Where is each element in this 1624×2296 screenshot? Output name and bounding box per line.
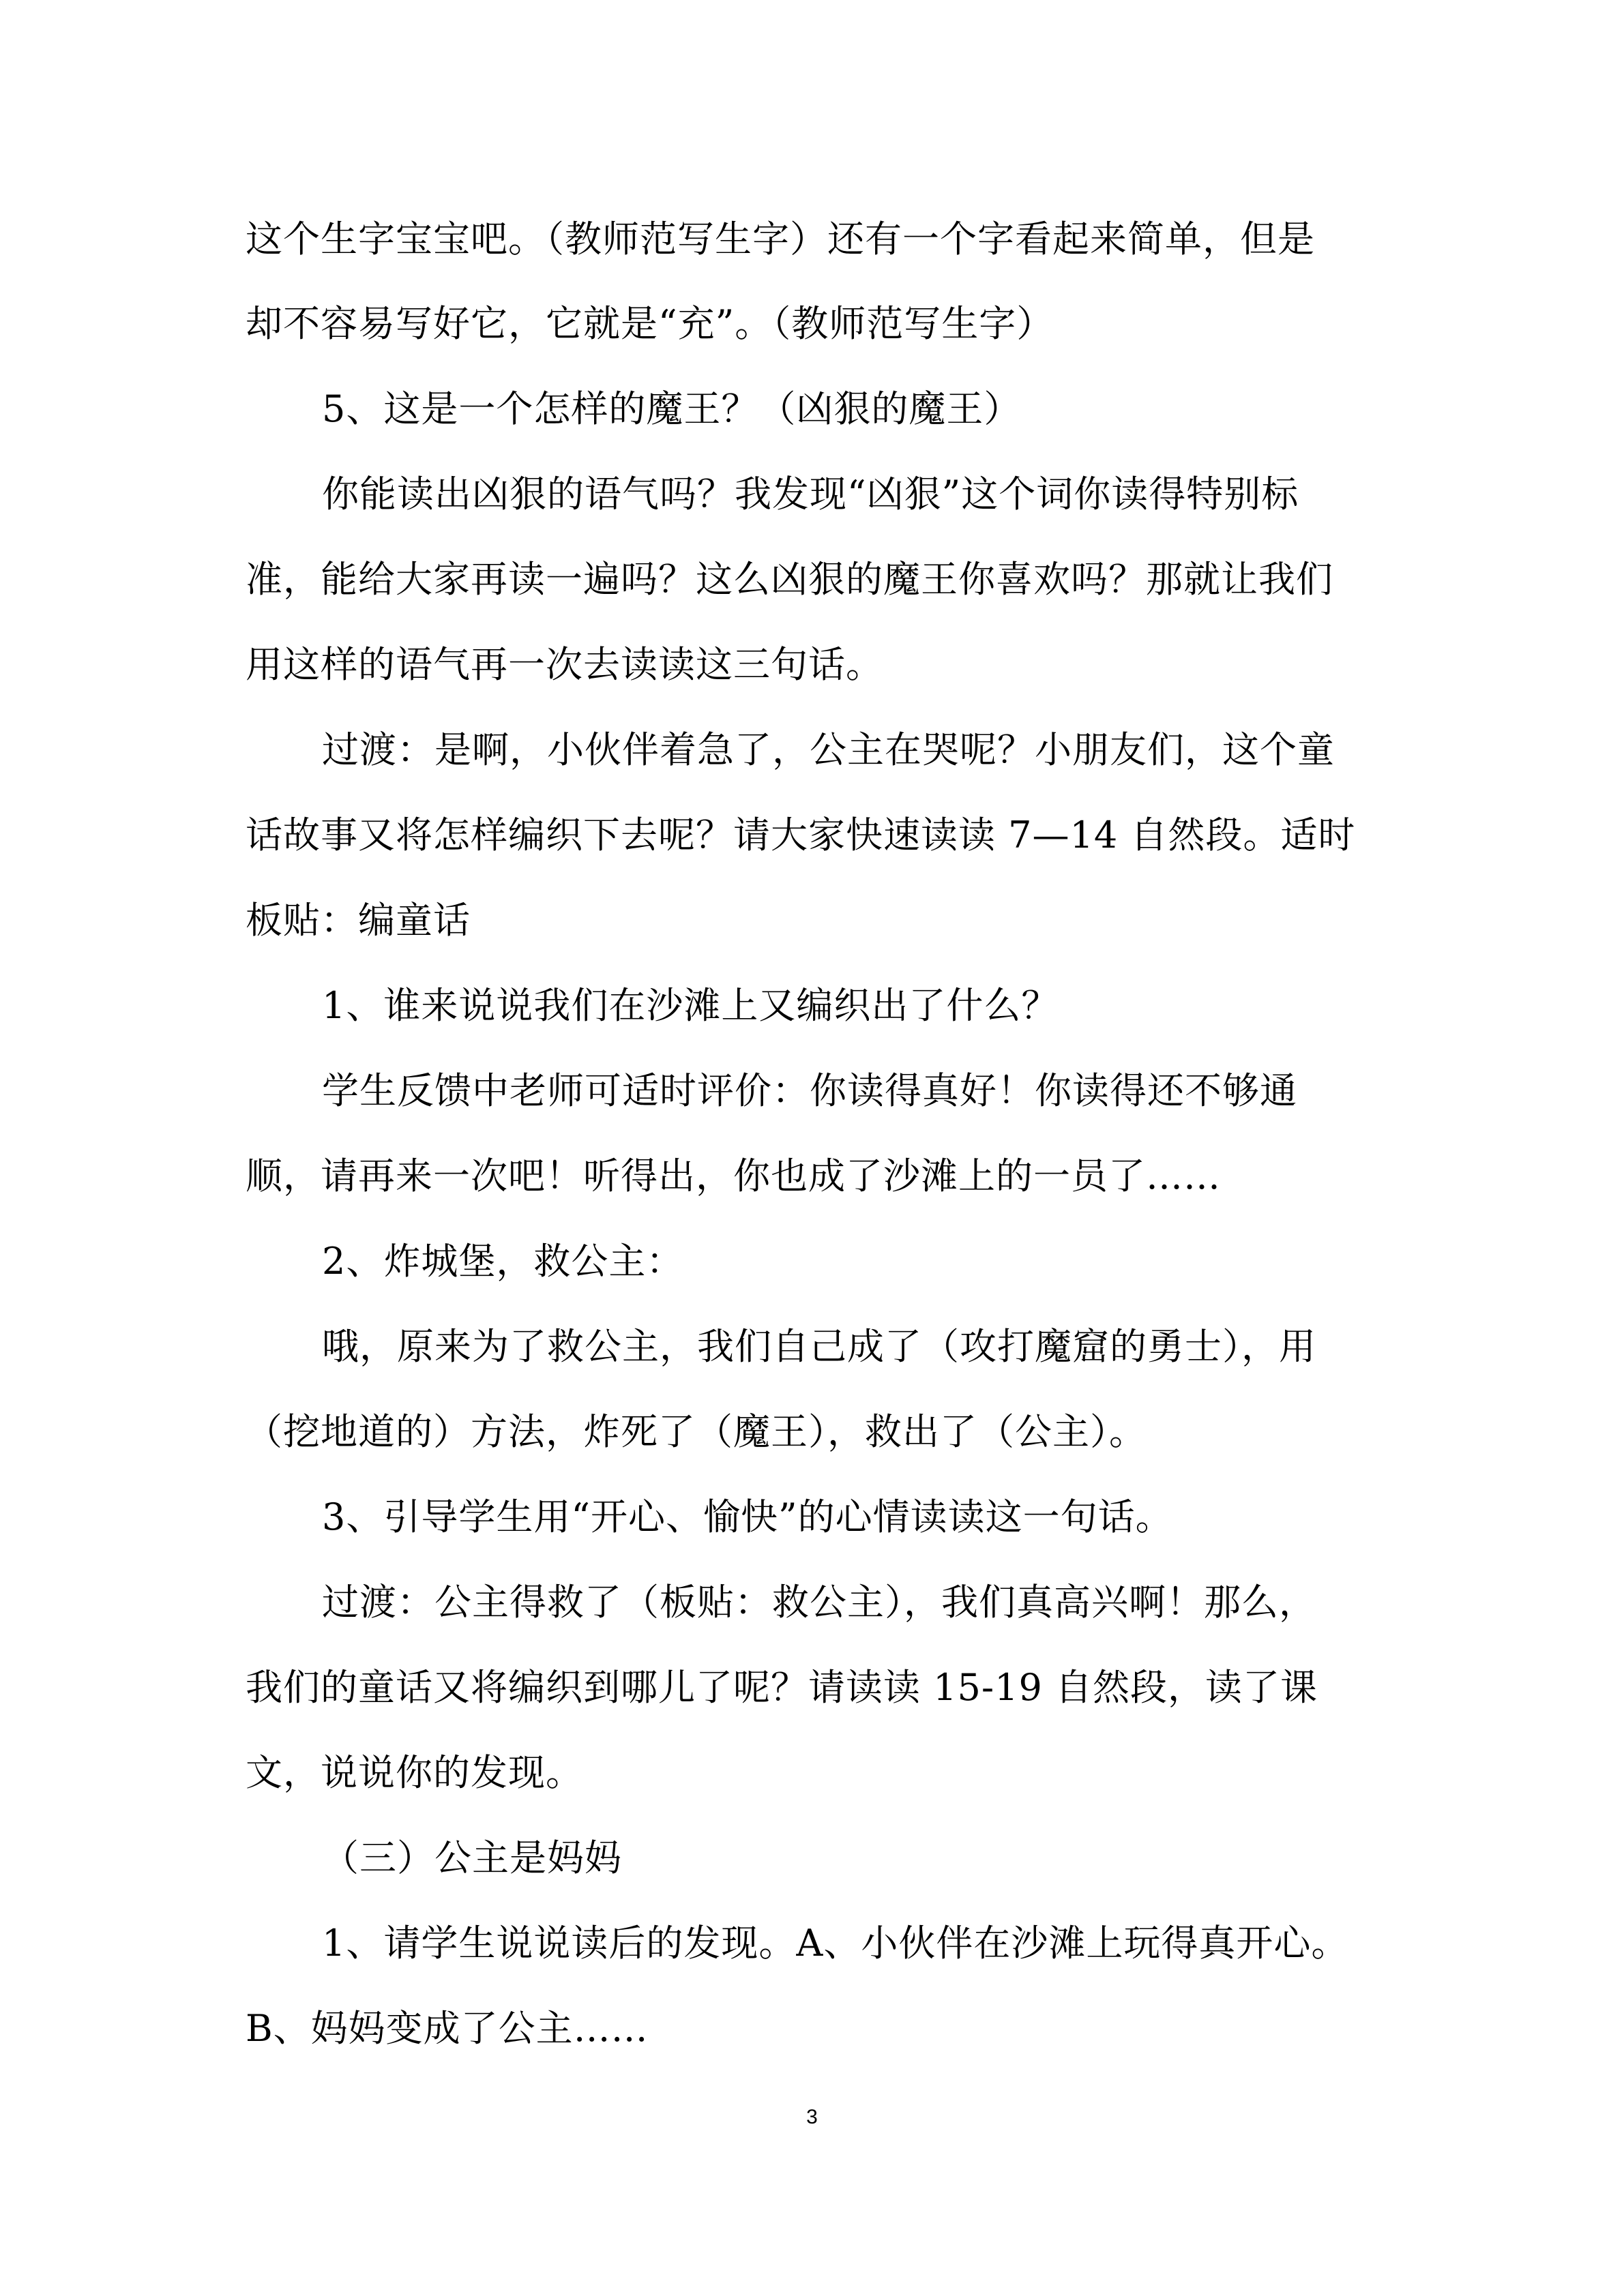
text-line-13: 2、炸城堡，救公主： bbox=[322, 1240, 684, 1283]
page-number: 3 bbox=[806, 2106, 818, 2128]
text-line-11: 学生反馈中老师可适时评价：你读得真好！你读得还不够通 bbox=[322, 1069, 1297, 1112]
text-line-1: 这个生字宝宝吧。（教师范写生字）还有一个字看起来简单，但是 bbox=[246, 218, 1315, 260]
text-line-16: 3、引导学生用“开心、愉快”的心情读读这一句话。 bbox=[322, 1495, 1173, 1538]
text-line-19: 文，说说你的发现。 bbox=[246, 1751, 583, 1794]
text-line-3: 5、这是一个怎样的魔王？（凶狠的魔王） bbox=[322, 387, 1022, 430]
text-line-10: 1、谁来说说我们在沙滩上又编织出了什么？ bbox=[322, 984, 1059, 1027]
text-line-18: 我们的童话又将编织到哪儿了呢？请读读 15-19 自然段，读了课 bbox=[246, 1666, 1318, 1709]
text-line-5: 准，能给大家再读一遍吗？这么凶狠的魔王你喜欢吗？那就让我们 bbox=[246, 558, 1333, 601]
text-line-17: 过渡：公主得救了（板贴：救公主），我们真高兴啊！那么， bbox=[322, 1581, 1316, 1624]
text-line-21: 1、请学生说说读后的发现。A、小伙伴在沙滩上玩得真开心。 bbox=[322, 1922, 1349, 1965]
text-line-22: B、妈妈变成了公主…… bbox=[246, 2007, 649, 2050]
text-line-12: 顺，请再来一次吧！听得出，你也成了沙滩上的一员了…… bbox=[246, 1154, 1221, 1197]
text-line-6: 用这样的语气再一次去读读这三句话。 bbox=[246, 643, 883, 686]
text-line-7: 过渡：是啊，小伙伴着急了，公主在哭呢？小朋友们，这个童 bbox=[322, 728, 1335, 771]
text-line-4: 你能读出凶狠的语气吗？我发现“凶狠”这个词你读得特别标 bbox=[322, 473, 1299, 516]
text-line-9: 板贴：编童话 bbox=[246, 899, 471, 942]
text-line-15: （挖地道的）方法，炸死了（魔王），救出了（公主）。 bbox=[246, 1410, 1147, 1453]
text-line-2: 却不容易写好它，它就是“充”。（教师范写生字） bbox=[246, 302, 1054, 345]
section-heading: （三）公主是妈妈 bbox=[322, 1836, 622, 1879]
text-line-14: 哦，原来为了救公主，我们自己成了（攻打魔窟的勇士），用 bbox=[322, 1325, 1316, 1368]
text-line-8: 话故事又将怎样编织下去呢？请大家快速读读 7—14 自然段。适时 bbox=[246, 814, 1356, 856]
